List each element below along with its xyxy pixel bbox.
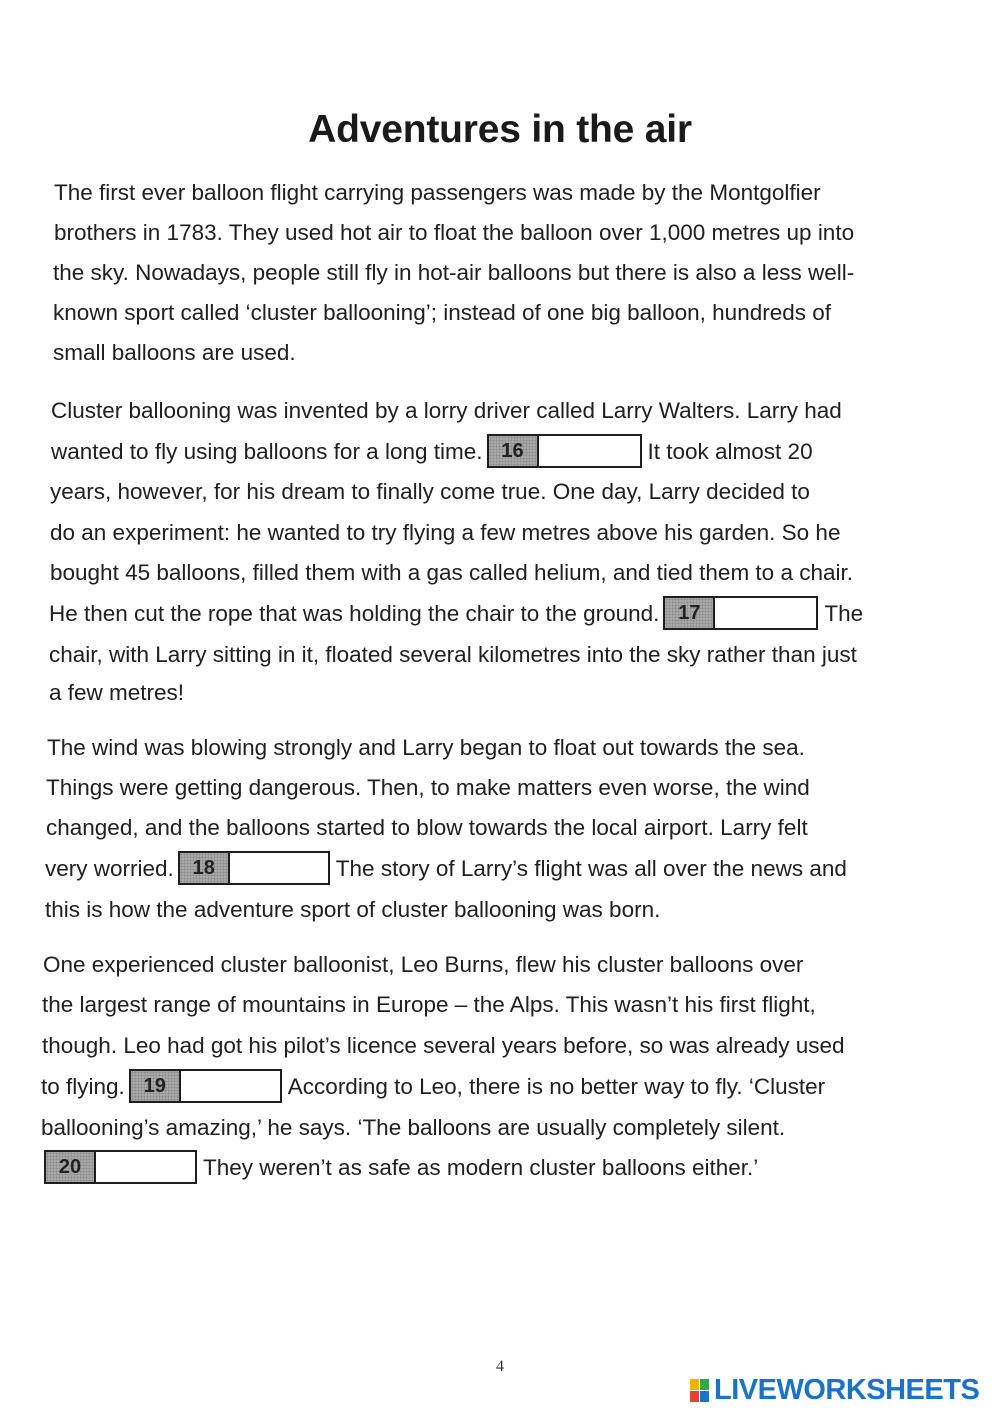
answer-gap-17[interactable] [663, 596, 818, 630]
text-line: a few metres! [49, 680, 185, 705]
liveworksheets-logo-icon [690, 1379, 710, 1403]
text-line: though. Leo had got his pilot’s licence several years before, so was already used [42, 1033, 845, 1058]
text-line: this is how the adventure sport of cluster ballooning was born. [45, 897, 661, 922]
text-line: changed, and the balloons started to blow towards the local airport. Larry felt [46, 815, 808, 840]
text-line [49, 598, 863, 632]
line-text-after-gap: They weren’t as safe as modern cluster balloons either.’ [203, 1154, 759, 1180]
gap-number: 16 [489, 436, 539, 466]
line-text-after-gap: According to Leo, there is no better way to fly. ‘Cluster [287, 1073, 826, 1099]
text-line: the largest range of mountains in Europe – the Alps. This wasn’t his first flight, [42, 992, 816, 1017]
text-line: do an experiment: he wanted to try flying a few metres above his garden. So he [50, 520, 841, 545]
text-line [40, 1152, 758, 1186]
line-text-after-gap: It took almost 20 [647, 438, 813, 464]
text-line: chair, with Larry sitting in it, floated several kilometres into the sky rather than just [49, 642, 857, 667]
answer-gap-18[interactable] [178, 851, 330, 885]
answer-gap-19[interactable] [129, 1069, 282, 1103]
text-line: Things were getting dangerous. Then, to make matters even worse, the wind [46, 775, 810, 800]
text-line: One experienced cluster balloonist, Leo Burns, flew his cluster balloons over [43, 952, 804, 977]
line-text-before-gap: He then cut the rope that was holding the chair to the ground. [49, 600, 660, 626]
text-line: bought 45 balloons, filled them with a gas called helium, and tied them to a chair. [50, 560, 853, 585]
text-line [41, 1071, 825, 1105]
text-line: ballooning’s amazing,’ he says. ‘The balloons are usually completely silent. [41, 1115, 786, 1140]
text-line: known sport called ‘cluster ballooning’; instead of one big balloon, hundreds of [53, 300, 832, 325]
answer-gap-16[interactable] [487, 434, 642, 468]
gap-number: 18 [180, 853, 230, 883]
liveworksheets-brand [690, 1374, 979, 1407]
gap-number: 17 [665, 598, 715, 628]
text-line: years, however, for his dream to finally come true. One day, Larry decided to [50, 479, 810, 504]
brand-name: LIVEWORKSHEETS [714, 1374, 980, 1406]
text-line [51, 436, 813, 470]
text-line: small balloons are used. [53, 340, 296, 365]
text-line: brothers in 1783. They used hot air to float the balloon over 1,000 metres up into [54, 220, 855, 245]
text-line: Cluster ballooning was invented by a lorry driver called Larry Walters. Larry had [51, 398, 842, 423]
gap-number: 19 [131, 1071, 181, 1101]
text-line: The first ever balloon flight carrying passengers was made by the Montgolfier [54, 180, 821, 205]
text-line: The wind was blowing strongly and Larry began to float out towards the sea. [47, 735, 805, 760]
page-title: Adventures in the air [308, 108, 692, 151]
line-text-before-gap: wanted to fly using balloons for a long time. [51, 438, 483, 464]
gap-number: 20 [46, 1152, 96, 1182]
line-text-after-gap: The [824, 600, 864, 626]
line-text-before-gap: to flying. [41, 1073, 125, 1099]
text-line [45, 853, 847, 887]
answer-gap-20[interactable] [44, 1150, 197, 1184]
page-number: 4 [496, 1358, 504, 1375]
line-text-after-gap: The story of Larry’s flight was all over the news and [335, 855, 847, 881]
text-line: the sky. Nowadays, people still fly in hot-air balloons but there is also a less well- [53, 260, 855, 285]
line-text-before-gap: very worried. [45, 855, 174, 881]
